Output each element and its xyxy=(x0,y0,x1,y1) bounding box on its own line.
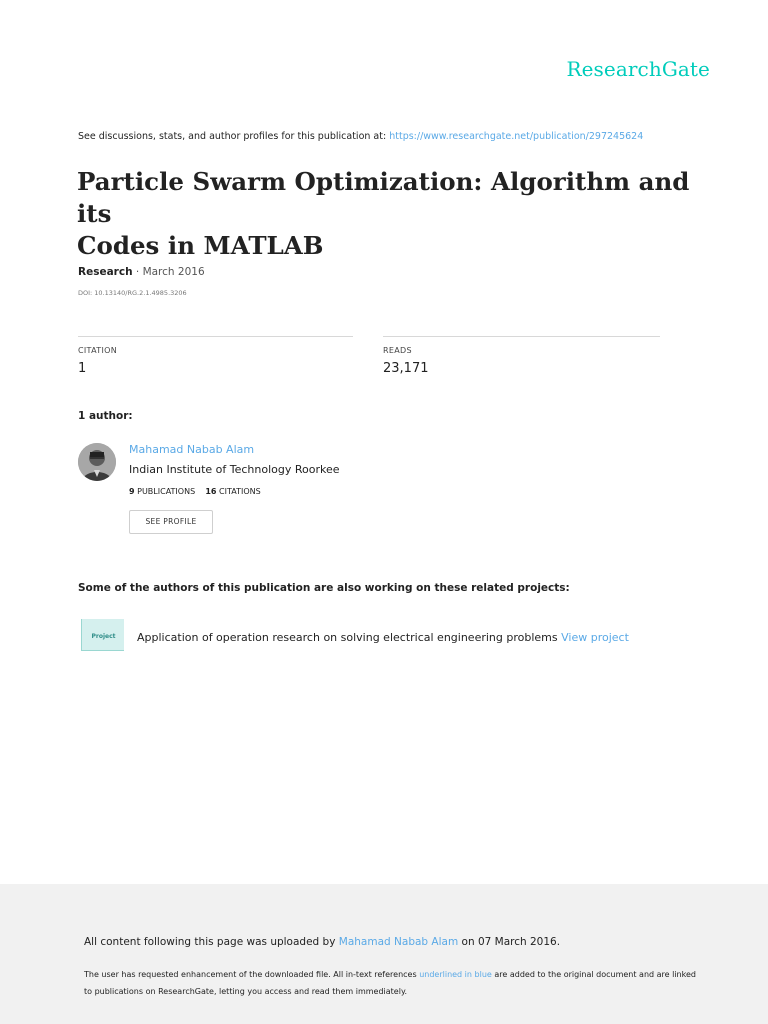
related-projects-heading: Some of the authors of this publication are also working on these related projects: xyxy=(78,582,570,594)
researchgate-logo[interactable]: ResearchGate xyxy=(566,57,710,81)
footer-uploaded-suffix: on 07 March 2016. xyxy=(461,936,561,948)
author-institution: Indian Institute of Technology Roorkee xyxy=(129,463,340,476)
publication-doi: DOI: 10.13140/RG.2.1.4985.3206 xyxy=(78,289,187,297)
citation-count: 1 xyxy=(78,361,87,376)
author-name-link[interactable]: Mahamad Nabab Alam xyxy=(129,443,255,456)
discussions-text: See discussions, stats, and author profiles for this publication at: xyxy=(78,131,387,142)
citation-divider xyxy=(78,336,353,337)
view-project-link[interactable]: View project xyxy=(561,631,629,644)
publication-url-link[interactable]: https://www.researchgate.net/publication/297245624 xyxy=(389,131,644,142)
author-citations-label: CITATIONS xyxy=(219,487,261,496)
authors-heading: 1 author: xyxy=(78,410,133,422)
title-line-2: Codes in MATLAB xyxy=(77,231,324,260)
footer-note-link[interactable]: underlined in blue xyxy=(419,970,492,979)
footer-uploaded-prefix: All content following this page was uploaded by xyxy=(84,936,336,948)
footer-uploaded-line xyxy=(84,936,560,948)
reads-divider xyxy=(383,336,660,337)
footer-note-part1: The user has requested enhancement of the downloaded file. All in-text references xyxy=(84,970,417,979)
author-citations-count: 16 xyxy=(205,487,217,496)
footer xyxy=(0,884,768,1024)
publication-type: Research xyxy=(78,266,133,278)
footer-note-part2: are added to the original document and are linked to publications on ResearchGate, letting you access and read them immediately. xyxy=(84,970,696,996)
footer-note xyxy=(84,966,704,1000)
title-line-1: Particle Swarm Optimization: Algorithm and its xyxy=(77,167,690,228)
reads-count: 23,171 xyxy=(383,361,429,376)
project-badge-label: Project xyxy=(91,633,116,640)
author-publications-label: PUBLICATIONS xyxy=(137,487,196,496)
author-avatar[interactable] xyxy=(78,443,116,481)
project-badge-icon xyxy=(81,619,124,651)
publication-meta xyxy=(78,266,205,278)
author-publications-count: 9 xyxy=(129,487,135,496)
footer-uploader-link[interactable]: Mahamad Nabab Alam xyxy=(338,936,459,948)
see-profile-button[interactable]: SEE PROFILE xyxy=(129,510,213,534)
publication-title xyxy=(77,166,717,262)
publication-date: · March 2016 xyxy=(135,266,205,278)
project-item xyxy=(137,631,629,644)
reads-label: READS xyxy=(383,346,412,355)
project-title: Application of operation research on solving electrical engineering problems xyxy=(137,631,558,644)
author-stats xyxy=(129,487,261,496)
citation-label: CITATION xyxy=(78,346,117,355)
discussions-line xyxy=(78,131,643,142)
